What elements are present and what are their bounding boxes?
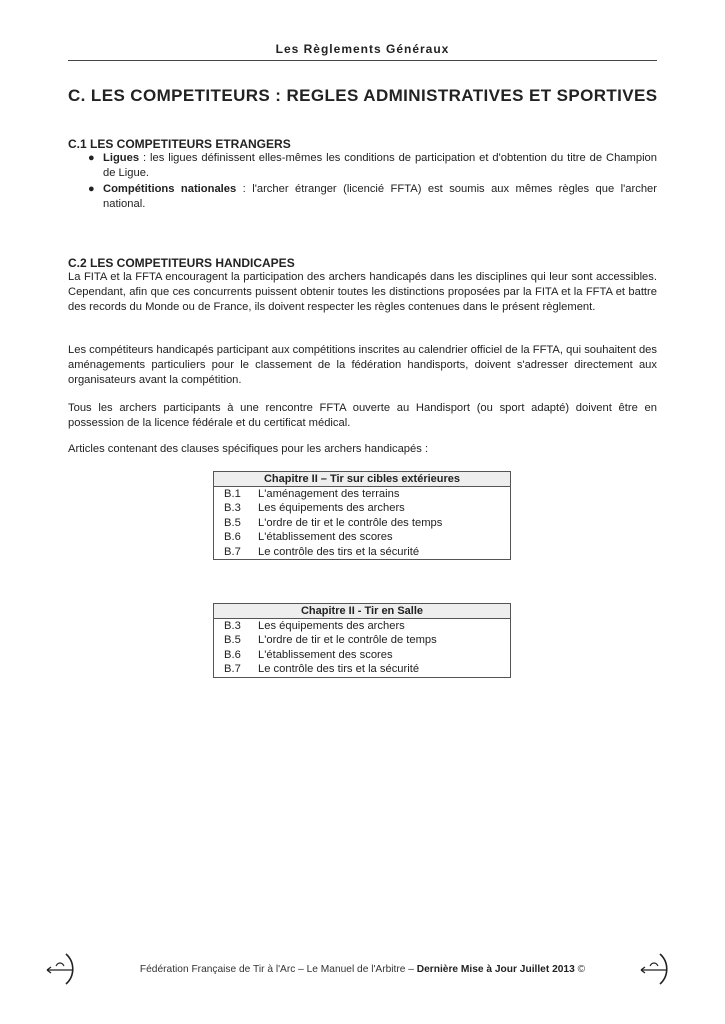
archer-logo-icon — [42, 950, 80, 988]
table-row — [214, 648, 511, 662]
table-header: Chapitre II - Tir en Salle — [214, 604, 511, 619]
article-label: L'établissement des scores — [258, 648, 393, 661]
page-footer — [100, 964, 625, 975]
article-code: B.6 — [224, 531, 241, 544]
footer-update-date: Dernière Mise à Jour Juillet 2013 — [416, 964, 575, 975]
bullet-text: : les ligues définissent elles-mêmes les conditions de participation et d'obtention du titre de Champion de Ligue. — [103, 152, 657, 179]
list-item — [68, 151, 657, 181]
footer-text: Fédération Française de Tir à l'Arc – Le Manuel de l'Arbitre – — [139, 964, 417, 975]
bullet-text: : l'archer étranger (licencié FFTA) est soumis aux mêmes règles que l'archer national. — [103, 183, 657, 210]
table-row — [214, 501, 511, 515]
paragraph: Articles contenant des clauses spécifiques pour les archers handicapés : — [68, 443, 429, 455]
archer-logo-icon — [636, 950, 674, 988]
article-label: Les équipements des archers — [258, 502, 405, 515]
article-code: B.5 — [224, 516, 241, 529]
article-code: B.7 — [224, 545, 241, 558]
header-divider — [68, 60, 657, 61]
article-label: Le contrôle des tirs et la sécurité — [258, 663, 420, 676]
paragraph: Tous les archers participants à une rencontre FFTA ouverte au Handisport (ou sport adapté) doivent être en possession de la licence fédérale et du certificat médical. — [68, 402, 657, 430]
article-label: L'ordre de tir et le contrôle des temps — [258, 516, 443, 529]
article-code: B.3 — [224, 502, 241, 515]
bullet-icon: ● — [88, 152, 95, 164]
page-title: C. LES COMPETITEURS : REGLES ADMINISTRATIVES ET SPORTIVES — [68, 86, 658, 105]
paragraph: La FITA et la FFTA encouragent la participation des archers handicapés dans les disciplines qui leur sont accessibles. Cependant, afin que ces concurrents puissent obtenir toutes les distinctions proposées par la FITA et la FFTA et battre des records du Monde ou de France, ils doivent respecter les règles contenues dans le présent règlement. — [68, 271, 657, 314]
chapter-table-outdoor — [213, 471, 511, 560]
article-label: L'aménagement des terrains — [258, 488, 400, 500]
list-item — [68, 182, 657, 212]
table-row — [214, 530, 511, 544]
article-code: B.3 — [224, 620, 241, 632]
article-code: B.1 — [224, 488, 241, 500]
section-title-c2: C.2 LES COMPETITEURS HANDICAPES — [68, 256, 295, 270]
footer-copyright: © — [574, 964, 586, 975]
chapter-table-indoor — [213, 603, 511, 678]
table-row — [214, 633, 511, 647]
table-row — [214, 516, 511, 530]
article-label: Le contrôle des tirs et la sécurité — [258, 545, 420, 558]
paragraph: Les compétiteurs handicapés participant aux compétitions inscrites au calendrier officiel de la FFTA, qui souhaitent des aménagements particuliers pour le classement de la fédération handisports, doivent s'adresser directement aux organisateurs avant la compétition. — [68, 344, 657, 387]
bullet-term: Ligues — [103, 152, 140, 164]
article-code: B.6 — [224, 648, 241, 661]
article-label: L'ordre de tir et le contrôle de temps — [258, 634, 437, 647]
article-label: Les équipements des archers — [258, 620, 405, 632]
table-row — [214, 487, 511, 502]
table-row — [214, 619, 511, 634]
table-header: Chapitre II – Tir sur cibles extérieures — [214, 472, 511, 487]
table-row — [214, 662, 511, 677]
bullet-icon: ● — [88, 183, 95, 195]
article-code: B.7 — [224, 663, 241, 676]
bullet-term: Compétitions nationales — [103, 183, 237, 195]
section-title-c1: C.1 LES COMPETITEURS ETRANGERS — [68, 137, 291, 151]
article-code: B.5 — [224, 634, 241, 647]
article-label: L'établissement des scores — [258, 531, 393, 544]
c1-bullet-list — [68, 151, 657, 213]
table-row — [214, 545, 511, 560]
running-header: Les Règlements Généraux — [275, 42, 450, 56]
